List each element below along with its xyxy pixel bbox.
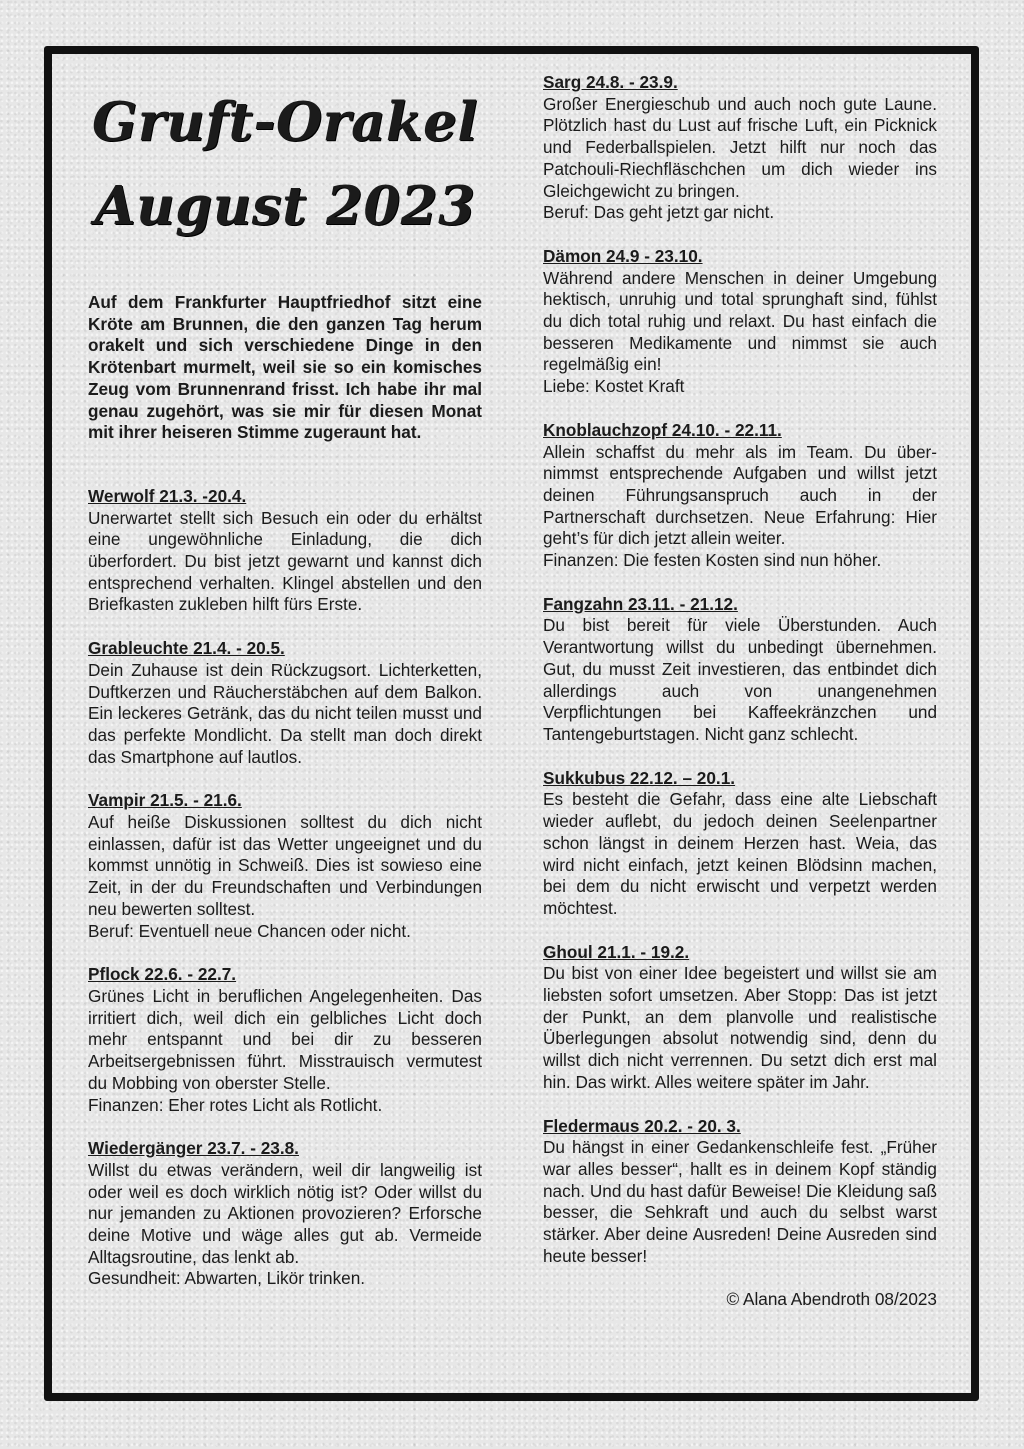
sign-heading: Ghoul 21.1. - 19.2. [543, 941, 690, 962]
right-column [543, 72, 937, 1328]
title-line-2: August 2023 [94, 175, 476, 237]
sign-text: Grünes Licht in beruflichen Angelegenheiten. Das irritiert dich, weil dich ein gelbliches Licht doch mehr entspannt und bei dir zu besseren Arbeitsergebnissen führt. Misstrauisch vermutest du Mobbing von oberster Stelle. [88, 985, 482, 1093]
sign-heading: Dämon 24.9 - 23.10. [543, 245, 703, 266]
sign-fangzahn [543, 594, 937, 746]
sign-heading: Grableuchte 21.4. - 20.5. [88, 638, 285, 659]
sign-heading: Fledermaus 20.2. - 20. 3. [543, 1115, 741, 1136]
sign-heading: Vampir 21.5. - 21.6. [88, 790, 242, 811]
title-line-1: Gruft-Orakel [91, 91, 478, 153]
sign-text: Unerwartet stellt sich Besuch ein oder du erhältst eine ungewöhnliche Einladung, die dich überfordert. Du bist jetzt gewarnt und kannst dich entsprechend verhalten. Klingel abstellen und den Briefkasten zukleben hilft fürs Erste. [88, 507, 482, 615]
sign-heading: Sukkubus 22.12. – 20.1. [543, 767, 736, 788]
copyright-notice: © Alana Abendroth 08/2023 [726, 1289, 937, 1310]
sign-wiedergaenger [88, 1138, 482, 1290]
sign-note: Finanzen: Eher rotes Licht als Rotlicht. [88, 1094, 383, 1115]
sign-text: Dein Zuhause ist dein Rückzugsort. Lichterketten, Duftkerzen und Räucherstäbchen auf dem Balkon. Ein leckeres Getränk, das du nicht teilen musst und das perfekte Mondlicht. Da stellt man doch direkt das Smartphone auf lautlos. [88, 659, 482, 767]
sign-text: Willst du etwas verändern, weil dir langweilig ist oder weil es doch wirklich nötig ist? Oder willst du nur jemanden zu Aktionen provozieren? Erforsche deine Motive und wäge alles gut ab. Vermeide Alltagsroutine, das lenkt ab. [88, 1159, 482, 1267]
sign-grableuchte [88, 638, 482, 768]
sign-text: Du bist bereit für viele Überstunden. Auch Verantwortung willst du unbedingt übernehmen. Gut, du musst Zeit investieren, das entbindet dich allerdings auch von unangenehmen Verpflichtungen bei Kaffeekränzchen und Tantengeburtstagen. Nicht ganz schlecht. [543, 615, 937, 744]
sign-heading: Knoblauchzopf 24.10. - 22.11. [543, 419, 782, 440]
sign-text: Es besteht die Gefahr, dass eine alte Liebschaft wieder auflebt, du jedoch deinen Seelenpartner schon längst in deinem Herzen hast. Weia, das wird nicht einfach, jetzt keinen Blödsinn machen, bei dem du nicht erwischt und verpetzt werden möchtest. [543, 789, 937, 918]
sign-vampir [88, 790, 482, 942]
page-title [88, 80, 482, 248]
sign-note: Gesundheit: Abwarten, Likör trinken. [88, 1268, 366, 1289]
sign-text: Großer Energieschub und auch noch gute Laune. Plötzlich hast du Lust auf frische Luft, ein Picknick und Federballspielen. Jetzt hilft nur noch das Patchouli-Riechfläschchen um dich wieder ins Gleichgewicht zu bringen. [543, 93, 937, 201]
sign-text: Auf heiße Diskussionen solltest du dich nicht einlassen, dafür ist das Wetter ungeeignet und du kommst unnötig in Schweiß. Dies ist sowieso eine Zeit, in der du Freundschaften und Verbindungen neu bewerten solltest. [88, 812, 482, 919]
sign-heading: Fangzahn 23.11. - 21.12. [543, 593, 738, 614]
sign-heading: Pflock 22.6. - 22.7. [88, 964, 237, 985]
sign-sukkubus [543, 768, 937, 920]
sign-text: Allein schaffst du mehr als im Team. Du übernimmst entsprechende Aufgaben und willst jetzt deinen Führungsanspruch auch in der Partnerschaft durchsetzen. Neue Erfahrung: Hier geht’s für dich jetzt allein weiter. [543, 441, 937, 549]
sign-heading: Werwolf 21.3. -20.4. [88, 485, 247, 506]
sign-note: Liebe: Kostet Kraft [543, 376, 685, 397]
sign-knoblauchzopf [543, 420, 937, 572]
sign-fledermaus [543, 1116, 937, 1268]
sign-ghoul [543, 942, 937, 1094]
left-column [88, 72, 482, 1312]
sign-pflock [88, 964, 482, 1116]
sign-text: Du bist von einer Idee begeistert und willst sie am liebsten sofort umsetzen. Aber Stopp: Das ist jetzt der Punkt, an dem planvolle und realistische Überlegungen absolut notwendig sind, denn du willst dich nicht verrennen. Du setzt dich erst mal hin. Das wirkt. Alles weitere später im Jahr. [543, 963, 937, 1092]
intro-text: Auf dem Frankfurter Hauptfriedhof sitzt eine Kröte am Brunnen, die den ganzen Tag herum orakelt und sich verschiedene Dinge in den Krötenbart murmelt, weil sie so ein komisches Zeug vom Brunnenrand frisst. Ich habe ihr mal genau zugehört, was sie mir für diesen Monat mit ihrer heiseren Stimme zugeraunt hat. [88, 292, 482, 443]
sign-sarg [543, 72, 937, 224]
sign-heading: Sarg 24.8. - 23.9. [543, 72, 678, 92]
sign-werwolf [88, 486, 482, 616]
sign-note: Beruf: Das geht jetzt gar nicht. [543, 202, 775, 223]
sign-note: Beruf: Eventuell neue Chancen oder nicht. [88, 920, 411, 941]
sign-daemon [543, 246, 937, 398]
sign-text: Du hängst in einer Gedankenschleife fest. „Früher war alles besser“, hallt es in deinem Kopf ständig nach. Und du hast dafür Beweise! Die Kleidung saß besser, die Sehkraft und auch du selbst warst stärker. Aber deine Ausreden! Deine Ausreden sind heute besser! [543, 1137, 937, 1266]
sign-note: Finanzen: Die festen Kosten sind nun höher. [543, 550, 882, 571]
sign-text: Während andere Menschen in deiner Umgebung hektisch, unruhig und total sprunghaft sind, fühlst du dich total ruhig und relaxt. Du hast einfach die besseren Medikamente und nimmst sie auch regelmäßig ein! [543, 267, 937, 375]
sign-heading: Wiedergänger 23.7. - 23.8. [88, 1138, 299, 1159]
